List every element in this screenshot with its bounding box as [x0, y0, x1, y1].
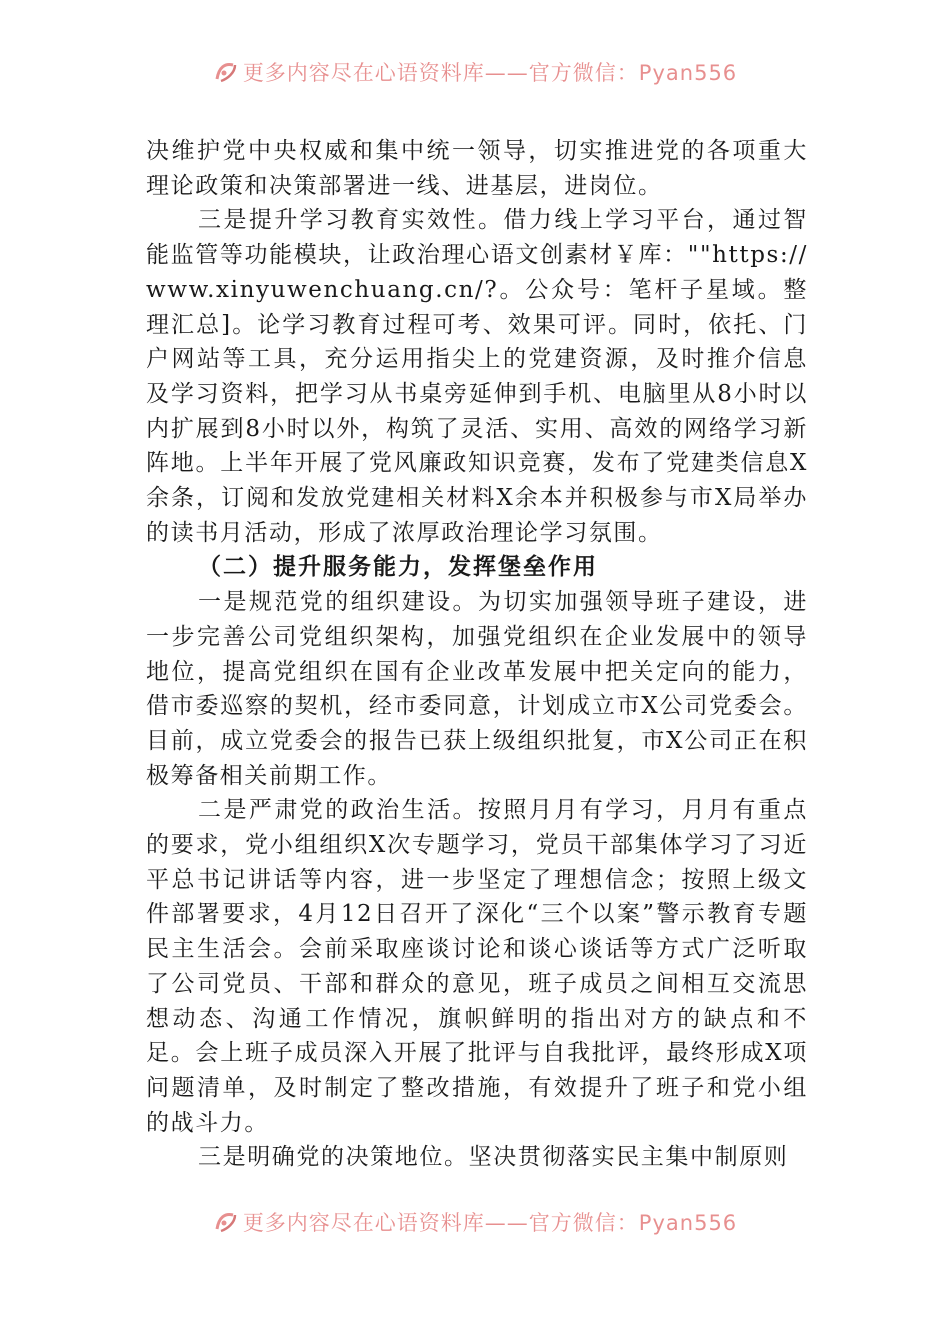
- brand-logo-icon: [213, 1209, 239, 1235]
- paragraph-4: 二是严肃党的政治生活。按照月月有学习，月月有重点的要求，党小组组织X次专题学习，党员干部集体学习了习近平总书记讲话等内容，进一步坚定了理想信念；按照上级文件部署要求，4月12日召开了深化“三个以案”警示教育专题民主生活会。会前采取座谈讨论和谈心谈话等方式广泛听取了公司党员、干部和群众的意见，班子成员之间相互交流思想动态、沟通工作情况，旗帜鲜明的指出对方的缺点和不足。会上班子成员深入开展了批评与自我批评，最终形成X项问题清单，及时制定了整改措施，有效提升了班子和党小组的战斗力。: [146, 797, 808, 1136]
- paragraph-3: 一是规范党的组织建设。为切实加强领导班子建设，进一步完善公司党组织架构，加强党组织在企业发展中的领导地位，提高党组织在国有企业改革发展中把关定向的能力，借市委巡察的契机，经市委同意，计划成立市X公司党委会。目前，成立党委会的报告已获上级组织批复，市X公司正在积极筹备相关前期工作。: [146, 589, 808, 789]
- watermark-header: [0, 52, 950, 92]
- brand-logo-icon: [213, 59, 239, 85]
- paragraph-2: 三是提升学习教育实效性。借力线上学习平台，通过智能监管等功能模块，让政治理心语文创素材￥库：""https://www.xinyuwenchuang.cn/?。公众号：笔杆子星域。整理汇总]。论学习教育过程可考、效果可评。同时，依托、门户网站等工具，充分运用指尖上的党建资源，及时推介信息及学习资料，把学习从书桌旁延伸到手机、电脑里从8小时以内扩展到8小时以外，构筑了灵活、实用、高效的网络学习新阵地。上半年开展了党风廉政知识竞赛，发布了党建类信息X余条，订阅和发放党建相关材料X余本并积极参与市X局举办的读书月活动，形成了浓厚政治理论学习氛围。: [146, 207, 808, 546]
- watermark-footer: [0, 1202, 950, 1242]
- document-body: [146, 134, 808, 1175]
- watermark-text: 更多内容尽在心语资料库——官方微信：Pyan556: [242, 61, 738, 85]
- paragraph-5: 三是明确党的决策地位。坚决贯彻落实民主集中制原则: [198, 1144, 789, 1171]
- watermark-text: 更多内容尽在心语资料库——官方微信：Pyan556: [242, 1211, 738, 1235]
- section-heading: （二）提升服务能力，发挥堡垒作用: [198, 553, 598, 581]
- paragraph-1: 决维护党中央权威和集中统一领导，切实推进党的各项重大理论政策和决策部署进一线、进基层，进岗位。: [146, 138, 808, 199]
